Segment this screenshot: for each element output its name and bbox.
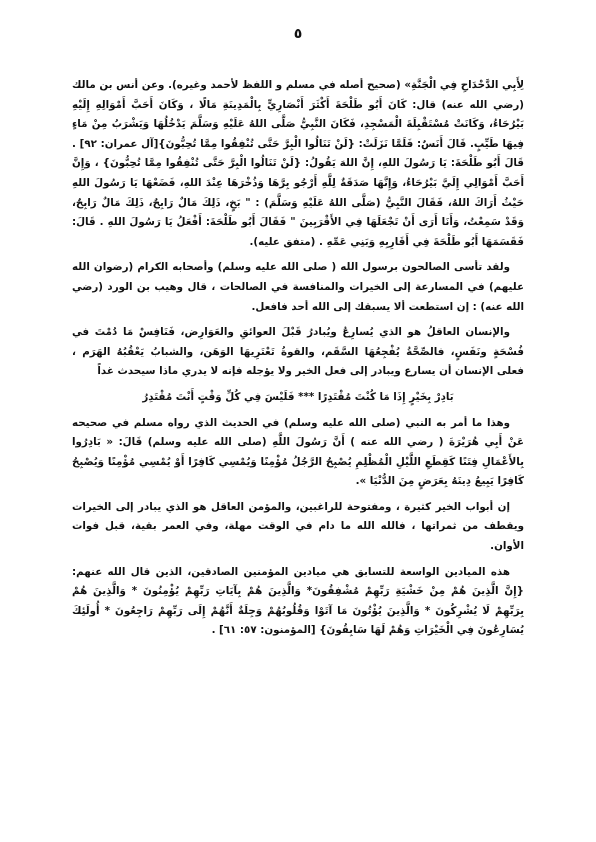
paragraph-abwab-khayr: إن أبواب الخير كثيرة ، ومفتوحة للراغبين، والمؤمن العاقل هو الذي يبادر إلى الخيرات ويقطف من ثمراتها ، فالله الله ما دام في الوقت مهلة، وفي العمر بقية، قبل فوات الأوان.	[72, 500, 524, 553]
paragraph-hadith-abu-talha: لِأَبِي الدَّحْدَاحِ فِي الْجَنَّةِ» (صحيح أصله في مسلم و اللفظ لأحمد وغيره). وعن أنس بن مالك (رضي الله عنه) قال: كَانَ أَبُو طَلْحَةَ أَكْثَرَ أَنْصَارِيٍّ بِالْمَدِينَةِ مَالًا ، وَكَانَ أَحَبَّ أَمْوَالِهِ إِلَيْهِ بَيْرُحَاءُ، وَكَانَتْ مُسْتَقْبِلَةَ الْمَسْجِدِ، فَكَانَ النَّبِيُّ صَلَّى اللهُ عَلَيْهِ وَسَلَّمَ يَدْخُلُهَا وَيَشْرَبُ مِنْ مَاءٍ فِيهَا طَيِّبٍ. قَالَ أَنَسٌ: فَلَمَّا نَزَلَتْ: {لَنْ تَنَالُوا الْبِرَّ حَتَّى تُنْفِقُوا مِمَّا تُحِبُّونَ}[آل عمران: ٩٢] . قَالَ أَبُو طَلْحَةَ: يَا رَسُولَ اللهِ، إِنَّ اللهَ يَقُولُ: {لَنْ تَنَالُوا الْبِرَّ حَتَّى تُنْفِقُوا مِمَّا تُحِبُّونَ} ، وَإِنَّ أَحَبَّ أَمْوَالِي إِلَيَّ بَيْرُحَاءُ، وَإِنَّهَا صَدَقَةٌ لِلَّهِ أَرْجُو بِرَّهَا وَذُخْرَهَا عِنْدَ اللهِ، فَضَعْهَا يَا رَسُولَ اللهِ حَيْثُ أَرَاكَ اللهُ، فَقَالَ النَّبِيُّ (صَلَّى اللهُ عَلَيْهِ وَسَلَّمَ) : " بَخٍ، ذَلِكَ مَالٌ رَابِحٌ، ذَلِكَ مَالٌ رَابِحٌ، وَقَدْ سَمِعْتُ، وَأَنَا أَرَى أَنْ تَجْعَلَهَا فِي الأَقْرَبِينَ " فَقَالَ أَبُو طَلْحَةَ: أَفْعَلُ يَا رَسُولَ اللهِ . قَالَ: فَقَسَمَهَا أَبُو طَلْحَةَ فِي أَقَارِبِهِ وَبَنِي عَمِّهِ . (متفق عليه).	[72, 79, 525, 248]
paragraph-salihun: ولقد تأسى الصالحون برسول الله ( صلى الله عليه وسلم) وأصحابه الكرام (رضوان الله عليهم) في المسارعة إلى الخيرات والمنافسة في الصالحات ، قال وهيب بن الورد (رضي الله عنه) : إن استطعت ألا يسبقك إلى الله أحد فافعل.	[72, 261, 524, 313]
page-number: ٥	[293, 26, 303, 42]
paragraph-mayadin: هذه الميادين الواسعة للتسابق هي ميادين المؤمنين الصادقين، الذين قال الله عنهم: {إِنَّ الَّذِينَ هُمْ مِنْ خَشْيَةِ رَبِّهِمْ مُشْفِقُونَ* وَالَّذِينَ هُمْ بِآيَاتِ رَبِّهِمْ يُؤْمِنُونَ * وَالَّذِينَ هُمْ بِرَبِّهِمْ لَا يُشْرِكُونَ * وَالَّذِينَ يُؤْتُونَ مَا آتَوْا وَقُلُوبُهُمْ وَجِلَةٌ أَنَّهُمْ إِلَى رَبِّهِمْ رَاجِعُونَ * أُولَئِكَ يُسَارِعُونَ فِي الْخَيْرَاتِ وَهُمْ لَهَا سَابِقُونَ} [المؤمنون: ٥٧: ٦١] .	[72, 565, 524, 637]
poem-verse: بَادِرْ بِخَيْرٍ إِذَا مَا كُنْتَ مُقْتَدِرًا *** فَلَيْسَ فِي كُلِّ وَقْتٍ أَنْتَ مُقْتَدِرُ	[142, 390, 454, 403]
page-body	[72, 76, 524, 647]
paragraph-aqil: والإنسان العاقلُ هو الذي يُسارِعُ ويُبادرُ قَبْلَ العوائقِ والعَوَارِض، فَنَافِسْ مَا دُمْتَ في فُسْحَةٍ ونَفَسٍ، فالصِّحَّةُ يُفْجِعُهَا السَّقَم، والقوةُ تَعْتَرِيهَا الوَهَن، والشبابُ يَعْقُبُهُ الهَرَم ، فعلى الإنسان أن يسارع ويبادر إلى فعل الخير ولا يؤجله فإنه لا يدري ماذا سيحدث غداً	[72, 326, 524, 378]
paragraph-hadith-badiru: وهذا ما أمر به النبي (صلى الله عليه وسلم) في الحديث الذي رواه مسلم في صحيحه عَنْ أَبِي هُرَيْرَةَ ( رضي الله عنه ) أَنَّ رَسُولَ اللَّهِ (صلى الله عليه وسلم) قَالَ: « بَادِرُوا بِالأَعْمَالِ فِتَنًا كَقِطَعِ اللَّيْلِ الْمُظْلِمِ يُصْبِحُ الرَّجُلُ مُؤْمِنًا وَيُمْسِي كَافِرًا أَوْ يُمْسِي مُؤْمِنًا وَيُصْبِحُ كَافِرًا يَبِيعُ دِينَهُ بِعَرَضٍ مِنَ الدُّنْيَا ».	[72, 416, 524, 488]
